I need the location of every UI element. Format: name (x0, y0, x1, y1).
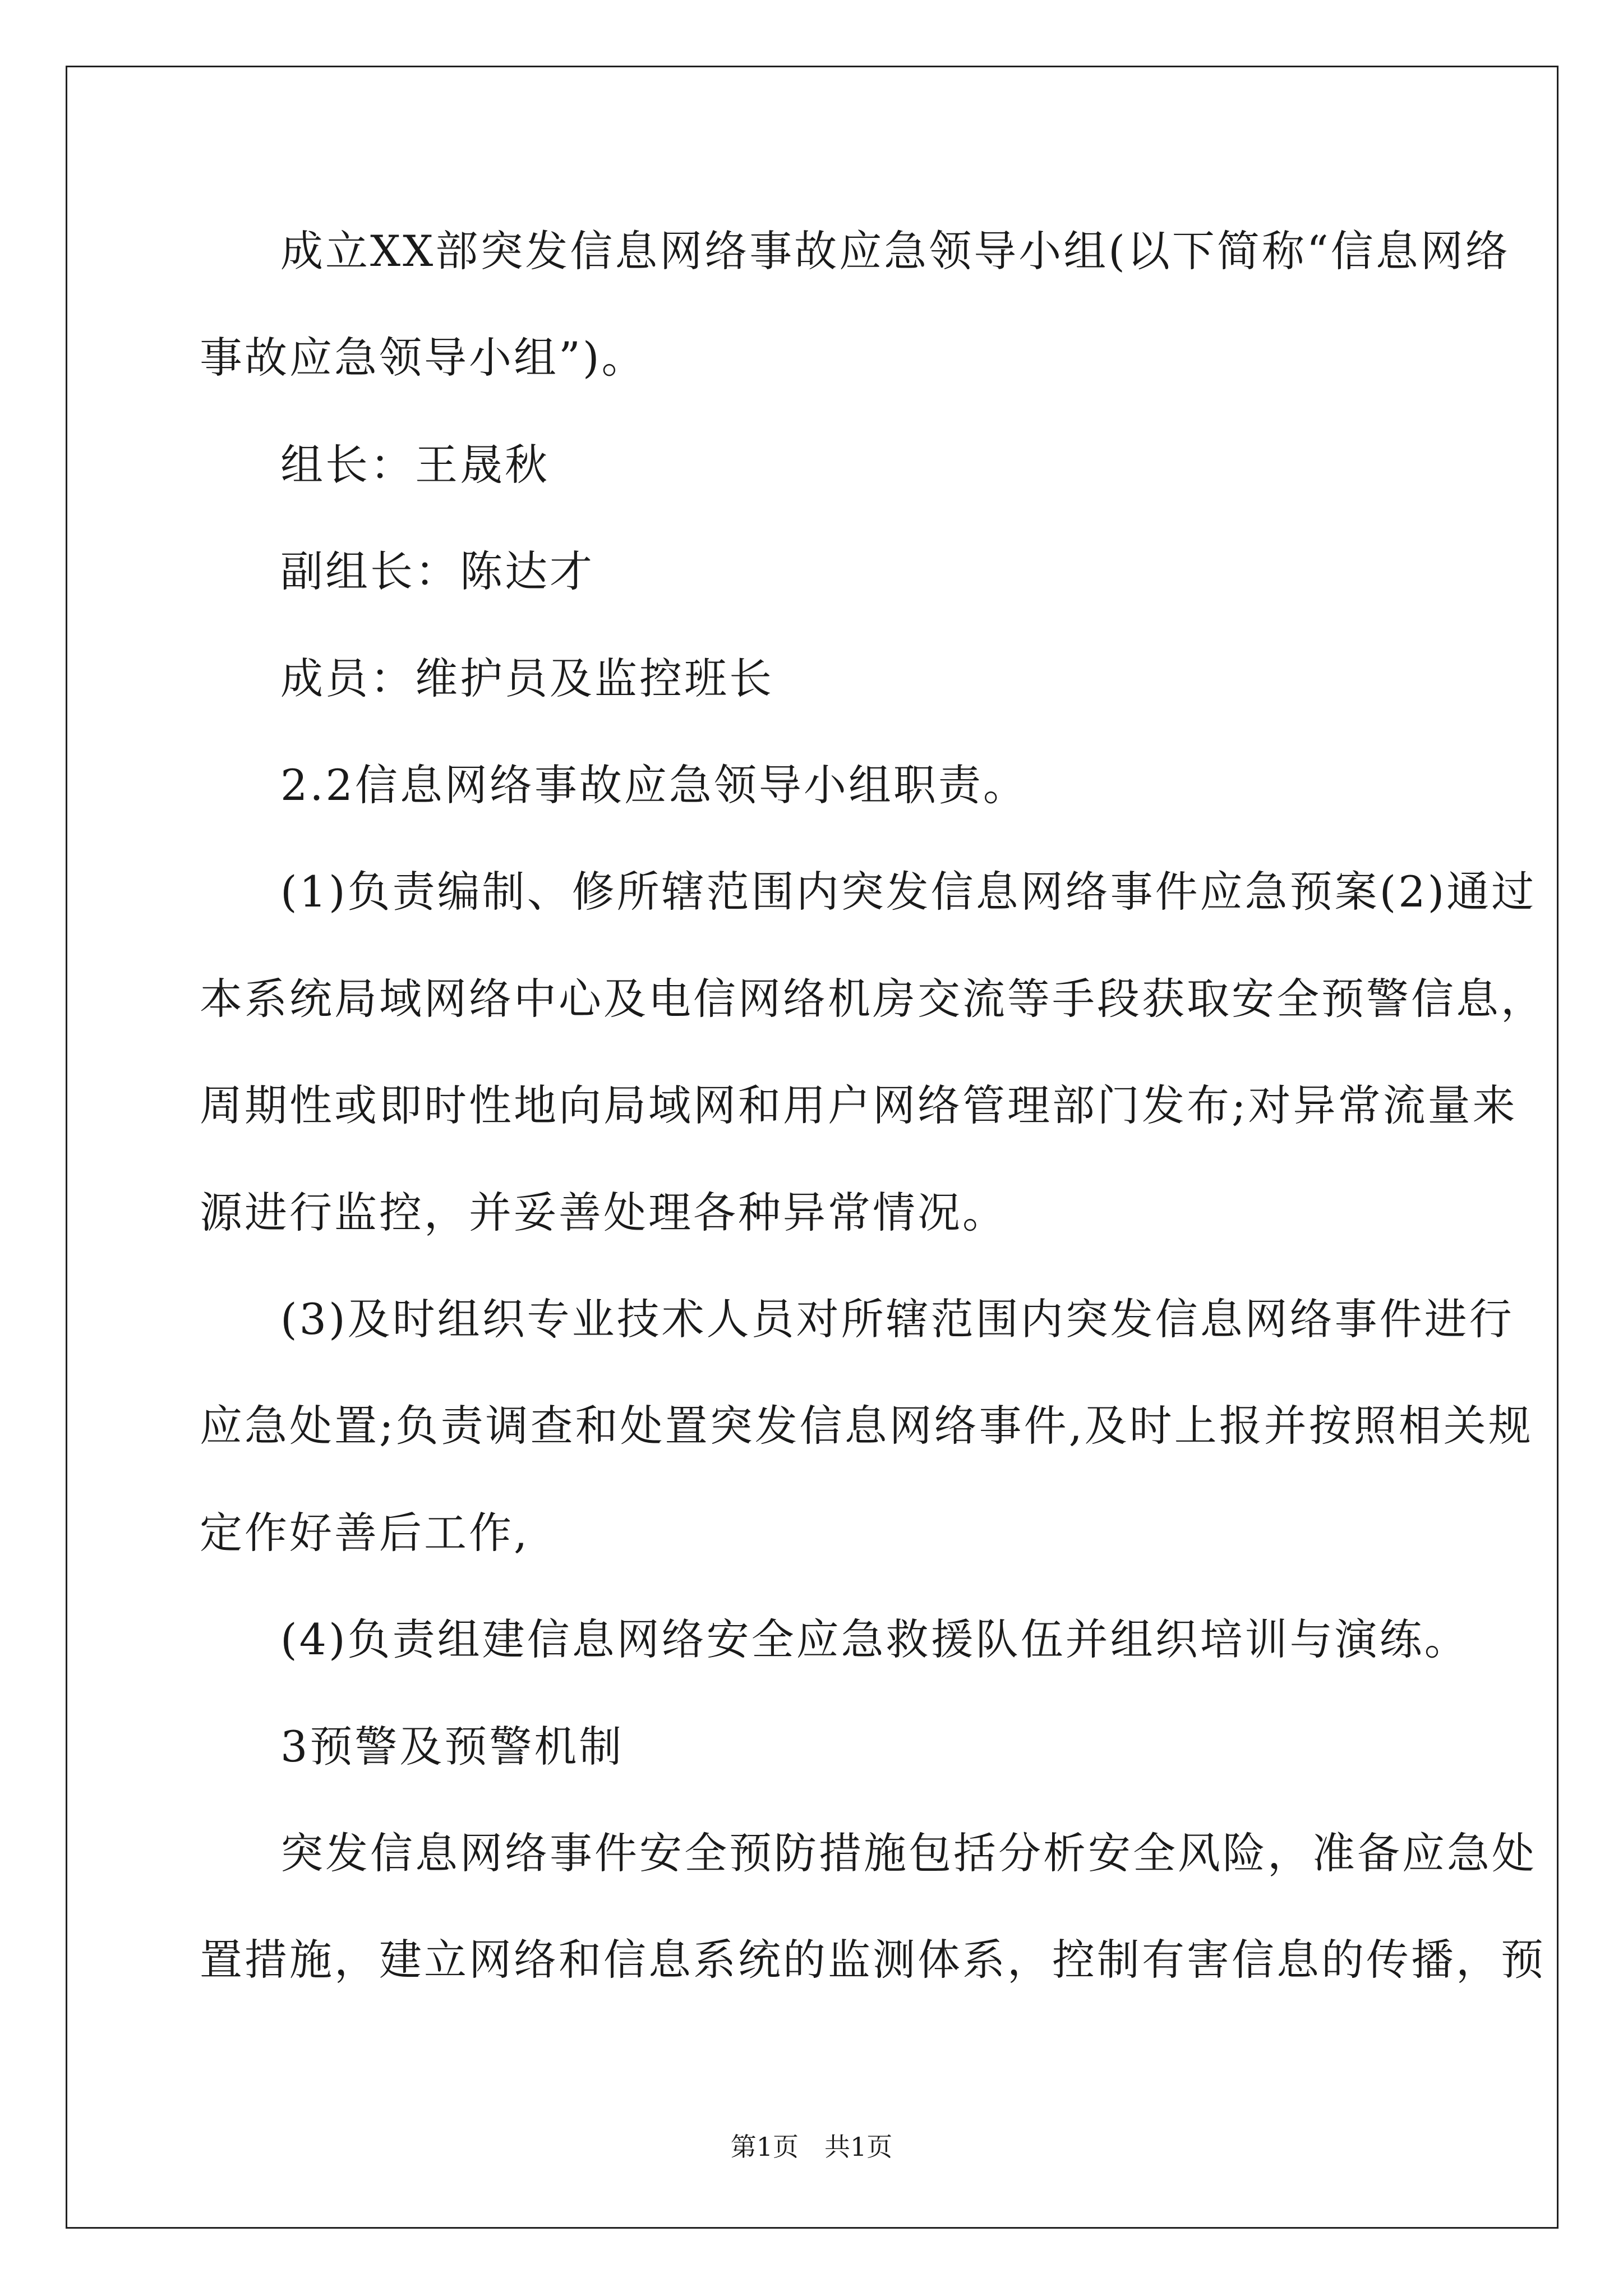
text-line: (3)及时组织专业技术人员对所辖范围内突发信息网络事件进行 (280, 1294, 1514, 1344)
text-line: 周期性或即时性地向局域网和用户网络管理部门发布;对异常流量来 (200, 1080, 1518, 1130)
text-line: 应急处置;负责调查和处置突发信息网络事件,及时上报并按照相关规 (200, 1401, 1533, 1451)
text-line: 本系统局域网络中心及电信网络机房交流等手段获取安全预警信息， (200, 974, 1546, 1024)
text-line: (1)负责编制、修所辖范围内突发信息网络事件应急预案(2)通过 (280, 867, 1537, 917)
text-line: 置措施，建立网络和信息系统的监测体系，控制有害信息的传播，预 (200, 1935, 1546, 1985)
text-line: 事故应急领导小组”)。 (200, 333, 647, 383)
text-line: 突发信息网络事件安全预防措施包括分析安全风险，准备应急处 (280, 1828, 1537, 1878)
text-line: 副组长：陈达才 (280, 546, 594, 596)
page-border (66, 66, 1559, 2229)
text-line: (4)负责组建信息网络安全应急救援队伍并组织培训与演练。 (280, 1614, 1469, 1664)
text-line: 组长：王晟秋 (280, 440, 550, 490)
section-heading: 2.2信息网络事故应急领导小组职责。 (280, 760, 1028, 810)
text-line: 定作好善后工作, (200, 1508, 530, 1558)
text-line: 成员：维护员及监控班长 (280, 654, 774, 703)
page-number: 第1页 共1页 (730, 2132, 893, 2162)
text-line: 成立XX部突发信息网络事故应急领导小组(以下简称“信息网络 (280, 226, 1510, 276)
section-heading: 3预警及预警机制 (280, 1722, 624, 1772)
text-line: 源进行监控，并妥善处理各种异常情况。 (200, 1188, 1007, 1237)
